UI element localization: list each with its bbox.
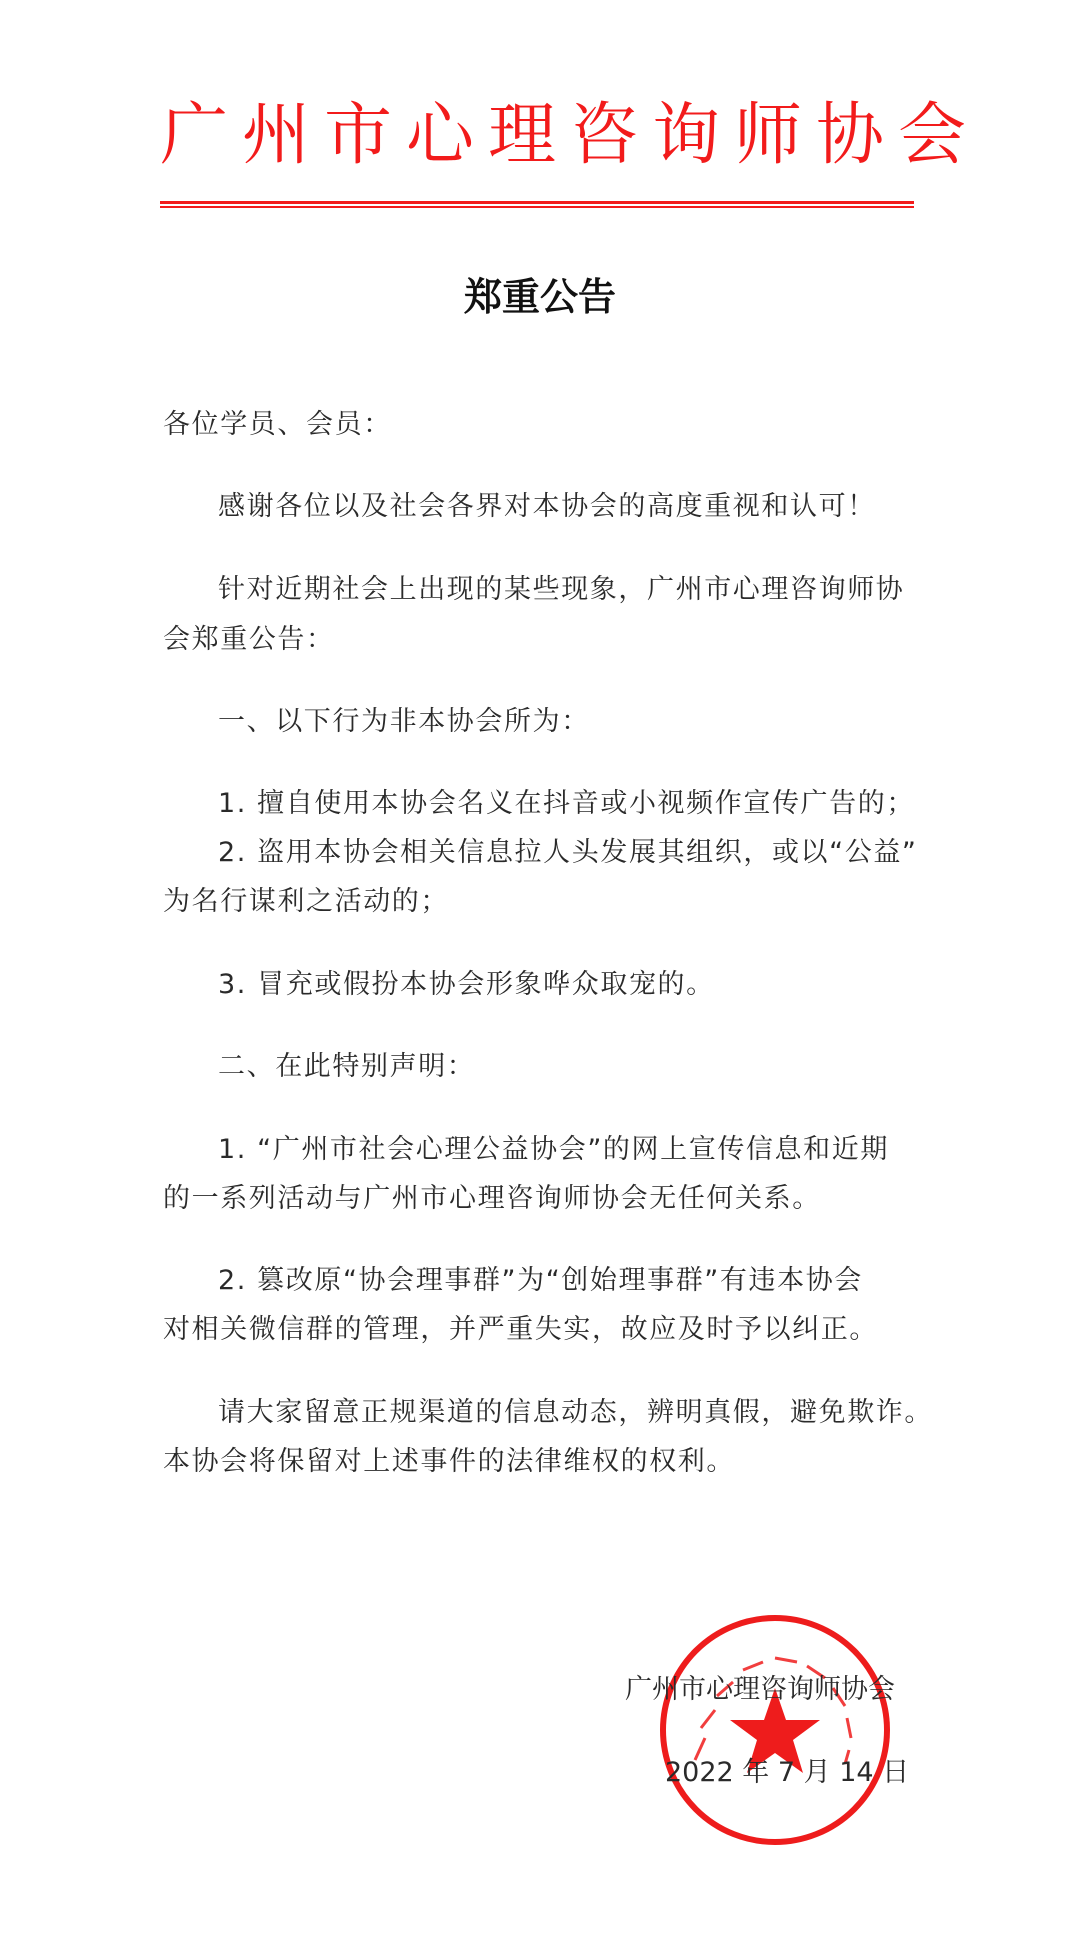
- intro-line-1: 针对近期社会上出现的某些现象，广州市心理咨询师协: [218, 574, 905, 605]
- closing-line-1: 请大家留意正规渠道的信息动态，辨明真假，避免欺诈。: [218, 1397, 933, 1428]
- section2-heading: 二、在此特别声明：: [218, 1051, 476, 1082]
- signature-date: 2022 年 7 月 14 日: [665, 1757, 910, 1788]
- section2-item-2-line-2: 对相关微信群的管理，并严重失实，故应及时予以纠正。: [163, 1314, 878, 1345]
- section1-item-2-line-1: 2. 盗用本协会相关信息拉人头发展其组织，或以“公益”: [218, 837, 918, 868]
- closing-line-2: 本协会将保留对上述事件的法律维权的权利。: [163, 1446, 735, 1477]
- letterhead-rule: [160, 201, 914, 204]
- section2-item-1-line-2: 的一系列活动与广州市心理咨询师协会无任何关系。: [163, 1183, 821, 1214]
- section2-item-1-line-1: 1. “广州市社会心理公益协会”的网上宣传信息和近期: [218, 1134, 889, 1165]
- notice-title: 郑重公告: [463, 275, 616, 319]
- section1-heading: 一、以下行为非本协会所为：: [218, 706, 590, 737]
- letterhead-rule-thin: [160, 206, 914, 208]
- letterhead-org-name: 广州市心理咨询师协会: [160, 96, 981, 175]
- section1-item-2-line-2: 为名行谋利之活动的；: [163, 886, 449, 917]
- signature-org: 广州市心理咨询师协会: [625, 1674, 895, 1705]
- section1-item-3: 3. 冒充或假扮本协会形象哗众取宠的。: [218, 969, 715, 1000]
- salutation: 各位学员、会员：: [163, 409, 392, 440]
- official-seal-stamp: [655, 1610, 895, 1850]
- section2-item-2-line-1: 2. 篡改原“协会理事群”为“创始理事群”有违本协会: [218, 1265, 863, 1296]
- intro-line-2: 会郑重公告：: [163, 624, 335, 655]
- thanks-paragraph: 感谢各位以及社会各界对本协会的高度重视和认可！: [218, 491, 876, 522]
- section1-item-1: 1. 擅自使用本协会名义在抖音或小视频作宣传广告的；: [218, 788, 915, 819]
